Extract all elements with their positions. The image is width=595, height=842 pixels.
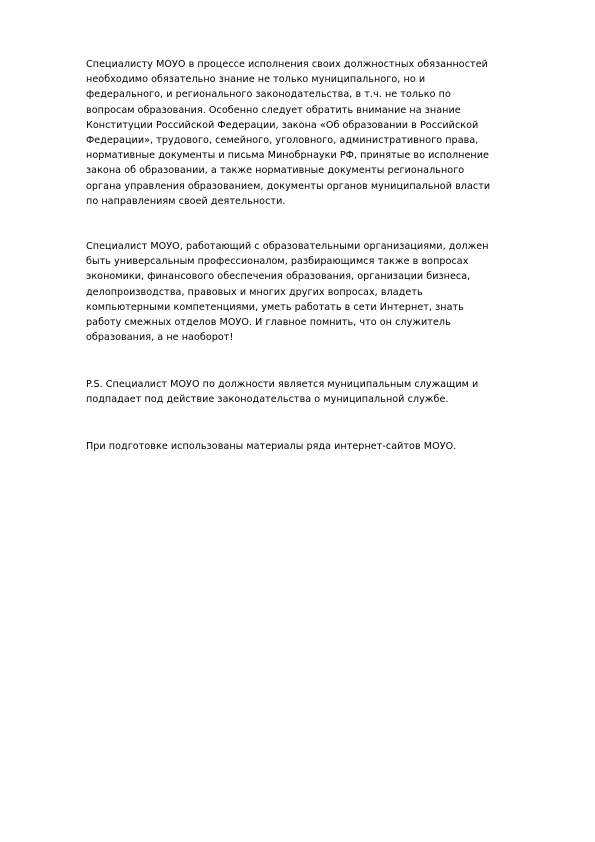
text-line: Федерации», трудового, семейного, уголовного, административного права, — [86, 135, 479, 147]
text-line: нормативные документы и письма Минобрнауки РФ, принятые во исполнение — [86, 150, 489, 162]
paragraph-specialist-competencies — [86, 239, 556, 345]
text-line: компьютерными компетенциями, уметь работать в сети Интернет, знать — [86, 301, 464, 313]
text-line: Специалист МОУО, работающий с образовательными организациями, должен — [86, 241, 489, 252]
text-line: образования, а не наоборот! — [86, 332, 234, 344]
text-line: по направлениям своей деятельности. — [86, 195, 286, 207]
text-line: необходимо обязательно знание не только муниципального, но и — [86, 74, 426, 86]
paragraph-specialist-knowledge — [86, 57, 556, 209]
text-line: При подготовке использованы материалы ряда интернет-сайтов МОУО. — [86, 441, 457, 452]
text-line: быть универсальным профессионалом, разбирающимся также в вопросах — [86, 256, 469, 268]
text-line: делопроизводства, правовых и многих других вопросах, владеть — [86, 286, 423, 298]
paragraph-postscript — [86, 377, 556, 407]
text-line: вопросам образования. Особенно следует обратить внимание на знание — [86, 104, 461, 116]
paragraph-sources-note — [86, 439, 556, 454]
text-line: Специалисту МОУО в процессе исполнения своих должностных обязанностей — [86, 59, 488, 70]
text-line: экономики, финансового обеспечения образования, организации бизнеса, — [86, 271, 471, 283]
text-line: федерального, и регионального законодательства, в т.ч. не только по — [86, 89, 451, 101]
text-line: Конституции Российской Федерации, закона «Об образовании в Российской — [86, 119, 479, 131]
text-line: подпадает под действие законодательства о муниципальной службе. — [86, 394, 449, 406]
text-line: органа управления образованием, документы органов муниципальной власти — [86, 180, 491, 192]
text-line: P.S. Специалист МОУО по должности является муниципальным служащим и — [86, 379, 479, 390]
text-line: работу смежных отделов МОУО. И главное помнить, что он служитель — [86, 317, 451, 329]
text-line: закона об образовании, а также нормативные документы регионального — [86, 165, 465, 177]
